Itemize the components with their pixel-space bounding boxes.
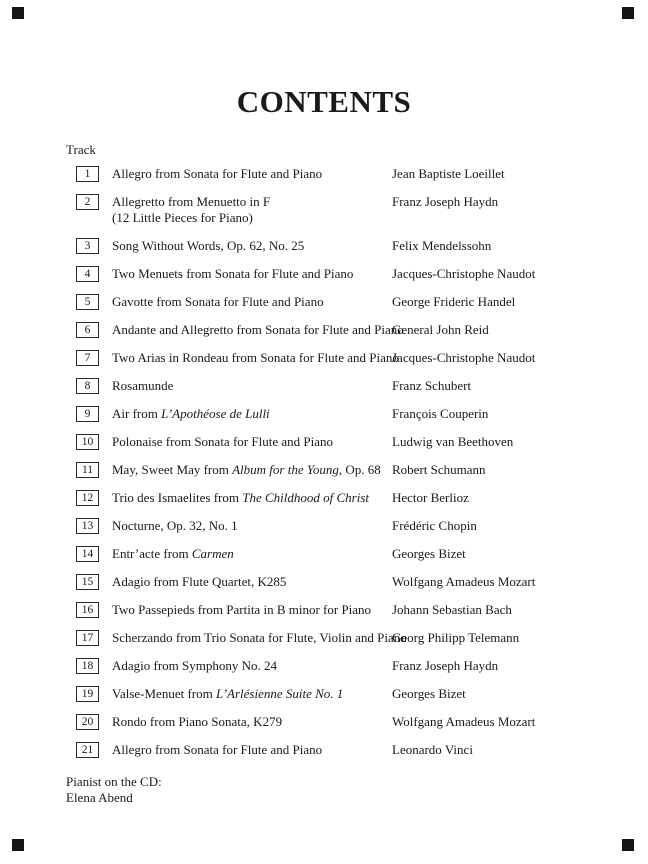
track-row [0, 406, 648, 422]
track-composer: Georg Philipp Telemann [392, 630, 520, 645]
track-title: Scherzando from Trio Sonata for Flute, Violin and Piano [112, 630, 407, 645]
track-row [0, 266, 648, 282]
track-number-box: 4 [76, 266, 99, 282]
pianist-name: Elena Abend [66, 790, 133, 805]
track-row [0, 462, 648, 478]
track-row [0, 658, 648, 674]
track-list [0, 166, 648, 758]
track-number-box: 5 [76, 294, 99, 310]
track-title: Two Arias in Rondeau from Sonata for Flute and Piano [112, 350, 399, 365]
track-row [0, 490, 648, 506]
track-title: Trio des Ismaelites from The Childhood of Christ [112, 490, 370, 505]
track-row [0, 714, 648, 730]
track-row [0, 630, 648, 646]
track-title: Polonaise from Sonata for Flute and Piano [112, 434, 333, 449]
track-number-box: 7 [76, 350, 99, 366]
track-composer: Jean Baptiste Loeillet [392, 166, 505, 181]
track-title: Allegro from Sonata for Flute and Piano [112, 166, 323, 181]
track-composer: Robert Schumann [392, 462, 486, 477]
registration-mark-bottom-left [12, 839, 24, 851]
track-row [0, 686, 648, 702]
track-composer: Wolfgang Amadeus Mozart [392, 714, 536, 729]
track-title: Allegretto from Menuetto in F (12 Little Pieces for Piano) [112, 194, 271, 225]
track-number-box: 9 [76, 406, 99, 422]
track-number-box: 6 [76, 322, 99, 338]
track-row [0, 322, 648, 338]
track-number-box: 18 [76, 658, 99, 674]
track-title: Rondo from Piano Sonata, K279 [112, 714, 283, 729]
track-composer: Ludwig van Beethoven [392, 434, 514, 449]
track-title: Two Menuets from Sonata for Flute and Piano [112, 266, 354, 281]
track-composer: Georges Bizet [392, 546, 466, 561]
track-row [0, 602, 648, 618]
track-number-box: 19 [76, 686, 99, 702]
page-title: CONTENTS [236, 84, 412, 119]
track-composer: Franz Joseph Haydn [392, 658, 499, 673]
track-number-box: 20 [76, 714, 99, 730]
track-composer: George Frideric Handel [392, 294, 516, 309]
track-title: Two Passepieds from Partita in B minor for Piano [112, 602, 372, 617]
track-number-box: 17 [76, 630, 99, 646]
track-row [0, 518, 648, 534]
track-composer: Jacques-Christophe Naudot [392, 350, 536, 365]
track-composer: Johann Sebastian Bach [392, 602, 512, 617]
track-composer: Franz Joseph Haydn [392, 194, 499, 209]
track-title: Valse-Menuet from L’Arlésienne Suite No. 1 [112, 686, 344, 701]
track-row [0, 742, 648, 758]
pianist-credit [66, 774, 162, 806]
track-column-label: Track [66, 142, 96, 157]
track-title: Adagio from Flute Quartet, K285 [112, 574, 287, 589]
track-number-box: 2 [76, 194, 99, 210]
registration-mark-top-right [622, 7, 634, 19]
track-composer: Georges Bizet [392, 686, 466, 701]
track-title: Gavotte from Sonata for Flute and Piano [112, 294, 324, 309]
registration-mark-top-left [12, 7, 24, 19]
track-row [0, 434, 648, 450]
track-composer: Hector Berlioz [392, 490, 469, 505]
track-row [0, 546, 648, 562]
track-row [0, 378, 648, 394]
track-composer: Frédéric Chopin [392, 518, 477, 533]
pianist-credit-label: Pianist on the CD: [66, 774, 162, 789]
track-number-box: 21 [76, 742, 99, 758]
track-title: Adagio from Symphony No. 24 [112, 658, 278, 673]
track-composer: François Couperin [392, 406, 489, 421]
track-number-box: 14 [76, 546, 99, 562]
track-number-box: 13 [76, 518, 99, 534]
track-row [0, 294, 648, 310]
track-composer: Leonardo Vinci [392, 742, 473, 757]
track-number-box: 11 [76, 462, 99, 478]
track-title: Allegro from Sonata for Flute and Piano [112, 742, 323, 757]
track-number-box: 16 [76, 602, 99, 618]
track-row [0, 166, 648, 182]
track-composer: Jacques-Christophe Naudot [392, 266, 536, 281]
track-title: May, Sweet May from Album for the Young, Op. 68 [112, 462, 381, 477]
track-number-box: 3 [76, 238, 99, 254]
track-row [0, 574, 648, 590]
track-number-box: 8 [76, 378, 99, 394]
track-title: Entr’acte from Carmen [112, 546, 234, 561]
track-title: Andante and Allegretto from Sonata for Flute and Piano [112, 322, 404, 337]
track-title: Rosamunde [112, 378, 174, 393]
track-row [0, 238, 648, 254]
track-row [0, 350, 648, 366]
track-number-box: 10 [76, 434, 99, 450]
track-title: Song Without Words, Op. 62, No. 25 [112, 238, 305, 253]
track-number-box: 1 [76, 166, 99, 182]
track-composer: Franz Schubert [392, 378, 472, 393]
track-title: Nocturne, Op. 32, No. 1 [112, 518, 238, 533]
track-composer: Felix Mendelssohn [392, 238, 492, 253]
track-composer: General John Reid [392, 322, 489, 337]
track-title: Air from L’Apothéose de Lulli [112, 406, 270, 421]
track-row [0, 194, 648, 226]
track-number-box: 15 [76, 574, 99, 590]
track-number-box: 12 [76, 490, 99, 506]
track-composer: Wolfgang Amadeus Mozart [392, 574, 536, 589]
registration-mark-bottom-right [622, 839, 634, 851]
